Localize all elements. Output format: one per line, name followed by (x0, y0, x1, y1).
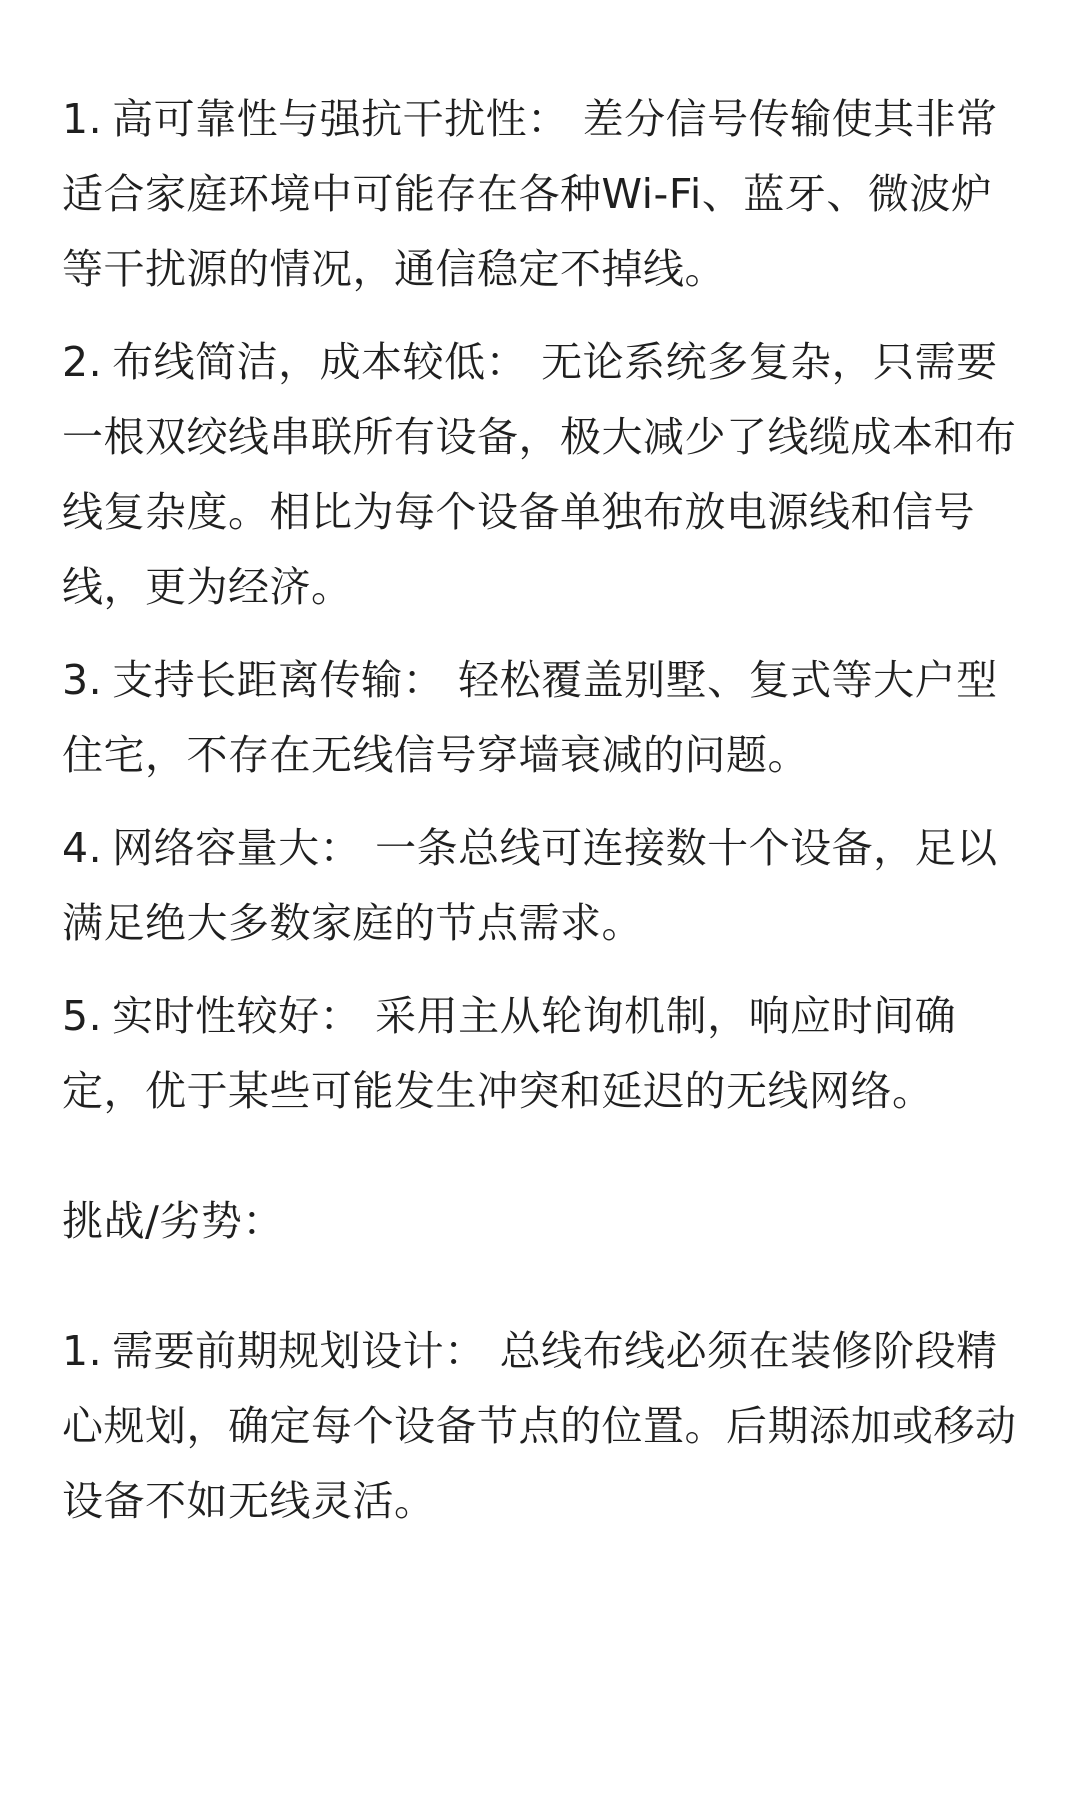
advantage-item-1 (62, 82, 1030, 307)
item-number: 1. (62, 95, 103, 143)
item-text: 一条总线可连接数十个设备，足以满足绝大多数家庭的节点需求。 (62, 824, 998, 947)
item-text: 无论系统多复杂，只需要一根双绞线串联所有设备，极大减少了线缆成本和布线复杂度。相比为每个设备单独布放电源线和信号线，更为经济。 (62, 338, 1017, 611)
item-term: 需要前期规划设计： (112, 1327, 486, 1375)
advantage-item-2 (62, 325, 1030, 625)
item-number: 1. (62, 1327, 103, 1375)
item-term: 布线简洁，成本较低： (112, 338, 528, 386)
challenge-item-1 (62, 1314, 1030, 1539)
item-text: 轻松覆盖别墅、复式等大户型住宅，不存在无线信号穿墙衰减的问题。 (62, 656, 998, 779)
advantage-item-4 (62, 811, 1030, 961)
item-text: 差分信号传输使其非常适合家庭环境中可能存在各种Wi-Fi、蓝牙、微波炉等干扰源的情况，通信稳定不掉线。 (62, 95, 998, 293)
item-number: 4. (62, 824, 103, 872)
item-text: 总线布线必须在装修阶段精心规划，确定每个设备节点的位置。后期添加或移动设备不如无线灵活。 (62, 1327, 1017, 1525)
item-term: 高可靠性与强抗干扰性： (112, 95, 569, 143)
challenges-heading: 挑战/劣势： (62, 1197, 284, 1245)
item-term: 实时性较好： (112, 992, 362, 1040)
article-body (62, 82, 1030, 1539)
item-number: 5. (62, 992, 103, 1040)
item-number: 2. (62, 338, 103, 386)
advantage-item-3 (62, 643, 1030, 793)
item-term: 网络容量大： (112, 824, 362, 872)
item-term: 支持长距离传输： (112, 656, 445, 704)
item-number: 3. (62, 656, 103, 704)
item-text: 采用主从轮询机制，响应时间确定，优于某些可能发生冲突和延迟的无线网络。 (62, 992, 957, 1115)
advantage-item-5 (62, 979, 1030, 1129)
